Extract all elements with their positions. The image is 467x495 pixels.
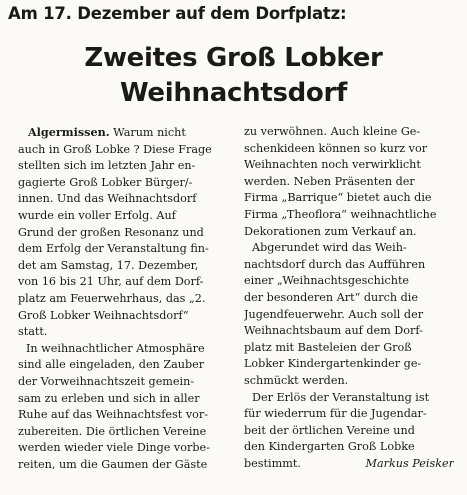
kicker-line: Am 17. Dezember auf dem Dorfplatz: <box>8 4 347 23</box>
article-line: beit der örtlichen Vereine und <box>244 423 415 437</box>
article-line: Groß Lobker Weihnachtsdorf“ <box>18 308 189 322</box>
article-line <box>18 124 222 142</box>
article-line: Abgerundet wird das Weih- <box>252 241 407 255</box>
article-line: sind alle eingeladen, den Zauber <box>18 358 205 372</box>
article-line: platz am Feuerwehrhaus, das „2. <box>18 291 206 305</box>
article-line: schmückt werden. <box>244 373 349 387</box>
article-line-text: bestimmt. <box>244 456 301 470</box>
article-line: Ruhe auf das Weihnachtsfest vor- <box>18 408 209 422</box>
article-line: werden wieder viele Dinge vorbe- <box>18 441 210 455</box>
article-line: gagierte Groß Lobker Bürger/- <box>18 175 193 189</box>
article-line: reiten, um die Gaumen der Gäste <box>18 457 208 471</box>
article-line: werden. Neben Präsenten der <box>244 174 415 188</box>
article-line: Firma „Theoflora“ weihnachtliche <box>244 207 437 221</box>
article-line: der Vorweihnachtszeit gemein- <box>18 374 195 388</box>
article-line: det am Samstag, 17. Dezember, <box>18 258 199 272</box>
article-line: den Kindergarten Groß Lobke <box>244 440 415 454</box>
article-line-last <box>244 456 454 473</box>
article-line: stellten sich im letzten Jahr en- <box>18 159 196 173</box>
article-line-text: Warum nicht <box>109 126 186 139</box>
article-line: der besonderen Art“ durch die <box>244 290 418 304</box>
article-line: auch in Groß Lobke ? Diese Frage <box>18 142 212 156</box>
article-line: einer „Weihnachtsgeschichte <box>244 274 410 288</box>
article-lead-word: Algermissen. <box>28 125 110 139</box>
article-line: für wiederrum für die Jugendar- <box>244 407 427 421</box>
article-line: platz mit Basteleien der Groß <box>244 340 412 354</box>
article-line: Grund der großen Resonanz und <box>18 225 204 239</box>
article-line: Jugendfeuerwehr. Auch soll der <box>244 307 424 321</box>
article-line: statt. <box>18 325 48 339</box>
article-line: Weihnachten noch verwirklicht <box>244 158 421 172</box>
article-column-left <box>18 124 222 473</box>
article-line: innen. Und das Weihnachtsdorf <box>18 192 197 206</box>
article-line: sam zu erleben und sich in aller <box>18 391 200 405</box>
article-line: von 16 bis 21 Uhr, auf dem Dorf- <box>18 275 204 289</box>
article-line: nachtsdorf durch das Aufführen <box>244 257 426 271</box>
headline-line-2: Weihnachtsdorf <box>119 78 348 108</box>
article-line: schenkideen können so kurz vor <box>244 141 428 155</box>
article-line: dem Erfolg der Veranstaltung fin- <box>18 242 209 256</box>
article-line: Weihnachtsbaum auf dem Dorf- <box>244 324 423 338</box>
article-line: wurde ein voller Erfolg. Auf <box>18 208 176 222</box>
article-line: zu verwöhnen. Auch kleine Ge- <box>244 125 421 138</box>
article-line: zubereiten. Die örtlichen Vereine <box>18 424 207 438</box>
article-column-right <box>244 124 454 472</box>
article-line: Der Erlös der Veranstaltung ist <box>252 390 430 404</box>
article-line: Lobker Kindergartenkinder ge- <box>244 357 422 371</box>
article-line: Firma „Barrique“ bietet auch die <box>244 191 432 205</box>
article-line: In weihnachtlicher Atmosphäre <box>26 341 205 355</box>
byline: Markus Peisker <box>365 456 454 470</box>
headline-line-1: Zweites Groß Lobker <box>84 43 383 73</box>
article-line: Dekorationen zum Verkauf an. <box>244 224 417 238</box>
